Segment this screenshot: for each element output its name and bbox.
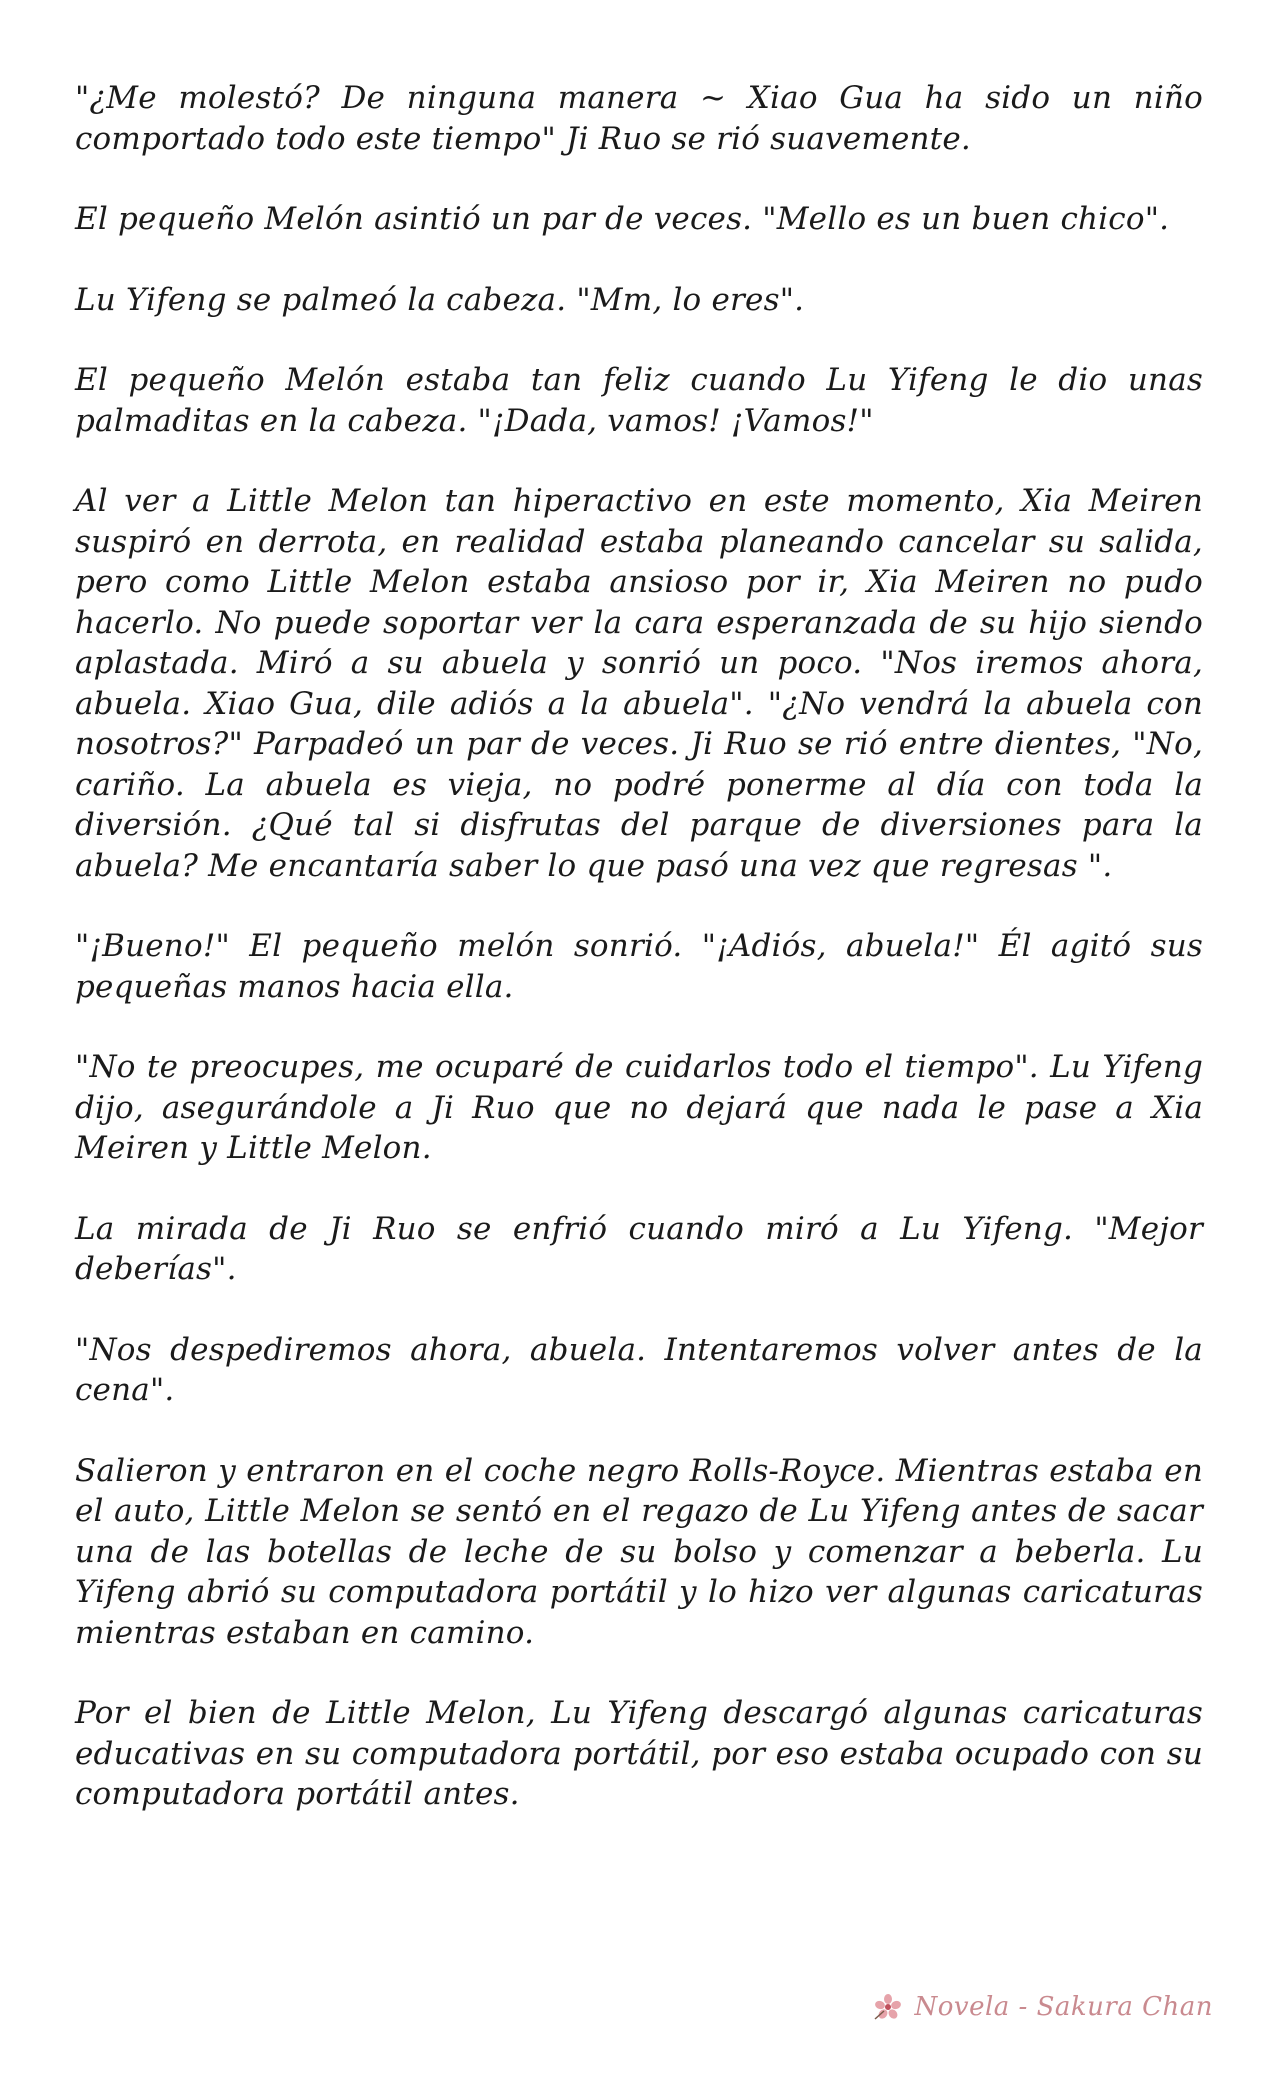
cherry-blossom-icon xyxy=(872,1992,904,2022)
paragraph: La mirada de Ji Ruo se enfrió cuando miró a Lu Yifeng. "Mejor deberías". xyxy=(75,1210,1203,1287)
paragraph: "¿Me molestó? De ninguna manera ~ Xiao Gua ha sido un niño comportado todo este tiempo" Ji Ruo se rió suavemente. xyxy=(75,80,1203,157)
document-body xyxy=(75,78,1203,1855)
paragraph: El pequeño Melón asintió un par de veces. "Mello es un buen chico". xyxy=(75,201,1170,237)
watermark xyxy=(872,1992,1213,2022)
paragraph: "No te preocupes, me ocuparé de cuidarlos todo el tiempo". Lu Yifeng dijo, asegurándole a Ji Ruo que no dejará que nada le pase a Xia Meiren y Little Melon. xyxy=(75,1049,1203,1166)
paragraph: Salieron y entraron en el coche negro Rolls-Royce. Mientras estaba en el auto, Little Melon se sentó en el regazo de Lu Yifeng antes de sacar una de las botellas de leche de su bolso y comenzar a beberla. Lu Yifeng abrió su computadora portátil y lo hizo ver algunas caricaturas mientras estaban en camino. xyxy=(75,1452,1203,1651)
watermark-text: Novela - Sakura Chan xyxy=(914,1992,1213,2022)
paragraph: Al ver a Little Melon tan hiperactivo en este momento, Xia Meiren suspiró en derrota, en realidad estaba planeando cancelar su salida, pero como Little Melon estaba ansioso por ir, Xia Meiren no pudo hacerlo. No puede soportar ver la cara esperanzada de su hijo siendo aplastada. Miró a su abuela y sonrió un poco. "Nos iremos ahora, abuela. Xiao Gua, dile adiós a la abuela". "¿No vendrá la abuela con nosotros?" Parpadeó un par de veces. Ji Ruo se rió entre dientes, "No, cariño. La abuela es vieja, no podré ponerme al día con toda la diversión. ¿Qué tal si disfrutas del parque de diversiones para la abuela? Me encantaría saber lo que pasó una vez que regresas ". xyxy=(75,483,1203,884)
paragraph: "¡Bueno!" El pequeño melón sonrió. "¡Adiós, abuela!" Él agitó sus pequeñas manos hacia ella. xyxy=(75,928,1203,1005)
paragraph: Por el bien de Little Melon, Lu Yifeng descargó algunas caricaturas educativas en su computadora portátil, por eso estaba ocupado con su computadora portátil antes. xyxy=(75,1695,1203,1812)
paragraph: Lu Yifeng se palmeó la cabeza. "Mm, lo eres". xyxy=(75,281,805,318)
paragraph: "Nos despediremos ahora, abuela. Intentaremos volver antes de la cena". xyxy=(75,1331,1203,1408)
paragraph: El pequeño Melón estaba tan feliz cuando Lu Yifeng le dio unas palmaditas en la cabeza. "¡Dada, vamos! ¡Vamos!" xyxy=(75,362,1203,439)
